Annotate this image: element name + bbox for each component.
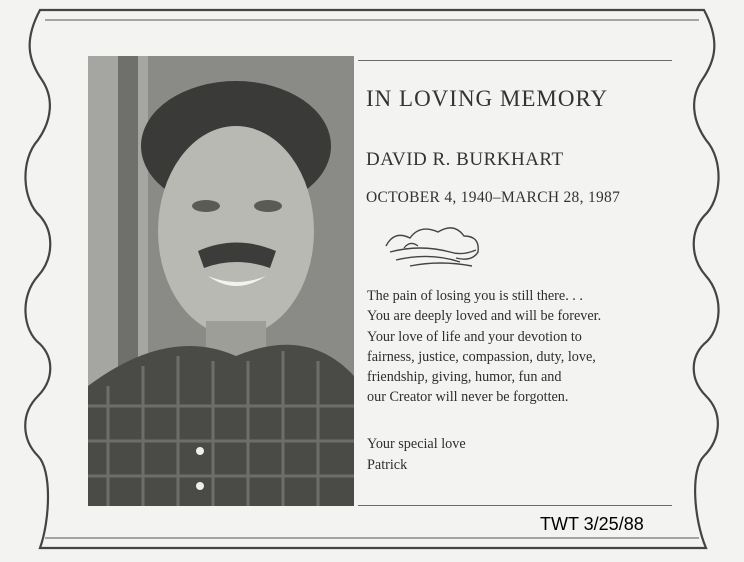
message-line: The pain of losing you is still there. . . — [367, 288, 583, 304]
message-line: You are deeply loved and will be forever. — [367, 308, 602, 325]
cloud-flourish-icon — [380, 222, 490, 272]
deceased-name: DAVID R. BURKHART — [366, 149, 564, 170]
memorial-heading: IN LOVING MEMORY — [366, 86, 609, 111]
publication-stamp: TWT 3/25/88 — [540, 514, 644, 534]
message-line: friendship, giving, humor, fun and — [367, 369, 562, 386]
message-line: Your love of life and your devotion to — [367, 328, 582, 345]
signoff-signature: Patrick — [367, 456, 408, 473]
life-dates: OCTOBER 4, 1940–MARCH 28, 1987 — [366, 189, 621, 206]
message-line: our Creator will never be forgotten. — [367, 389, 569, 406]
signoff-line: Your special love — [367, 436, 466, 452]
memorial-message — [367, 286, 677, 408]
signoff — [367, 434, 466, 475]
portrait-photo — [88, 56, 354, 506]
top-rule — [358, 60, 672, 61]
message-line: fairness, justice, compassion, duty, love, — [367, 348, 596, 365]
bottom-rule — [358, 505, 672, 506]
